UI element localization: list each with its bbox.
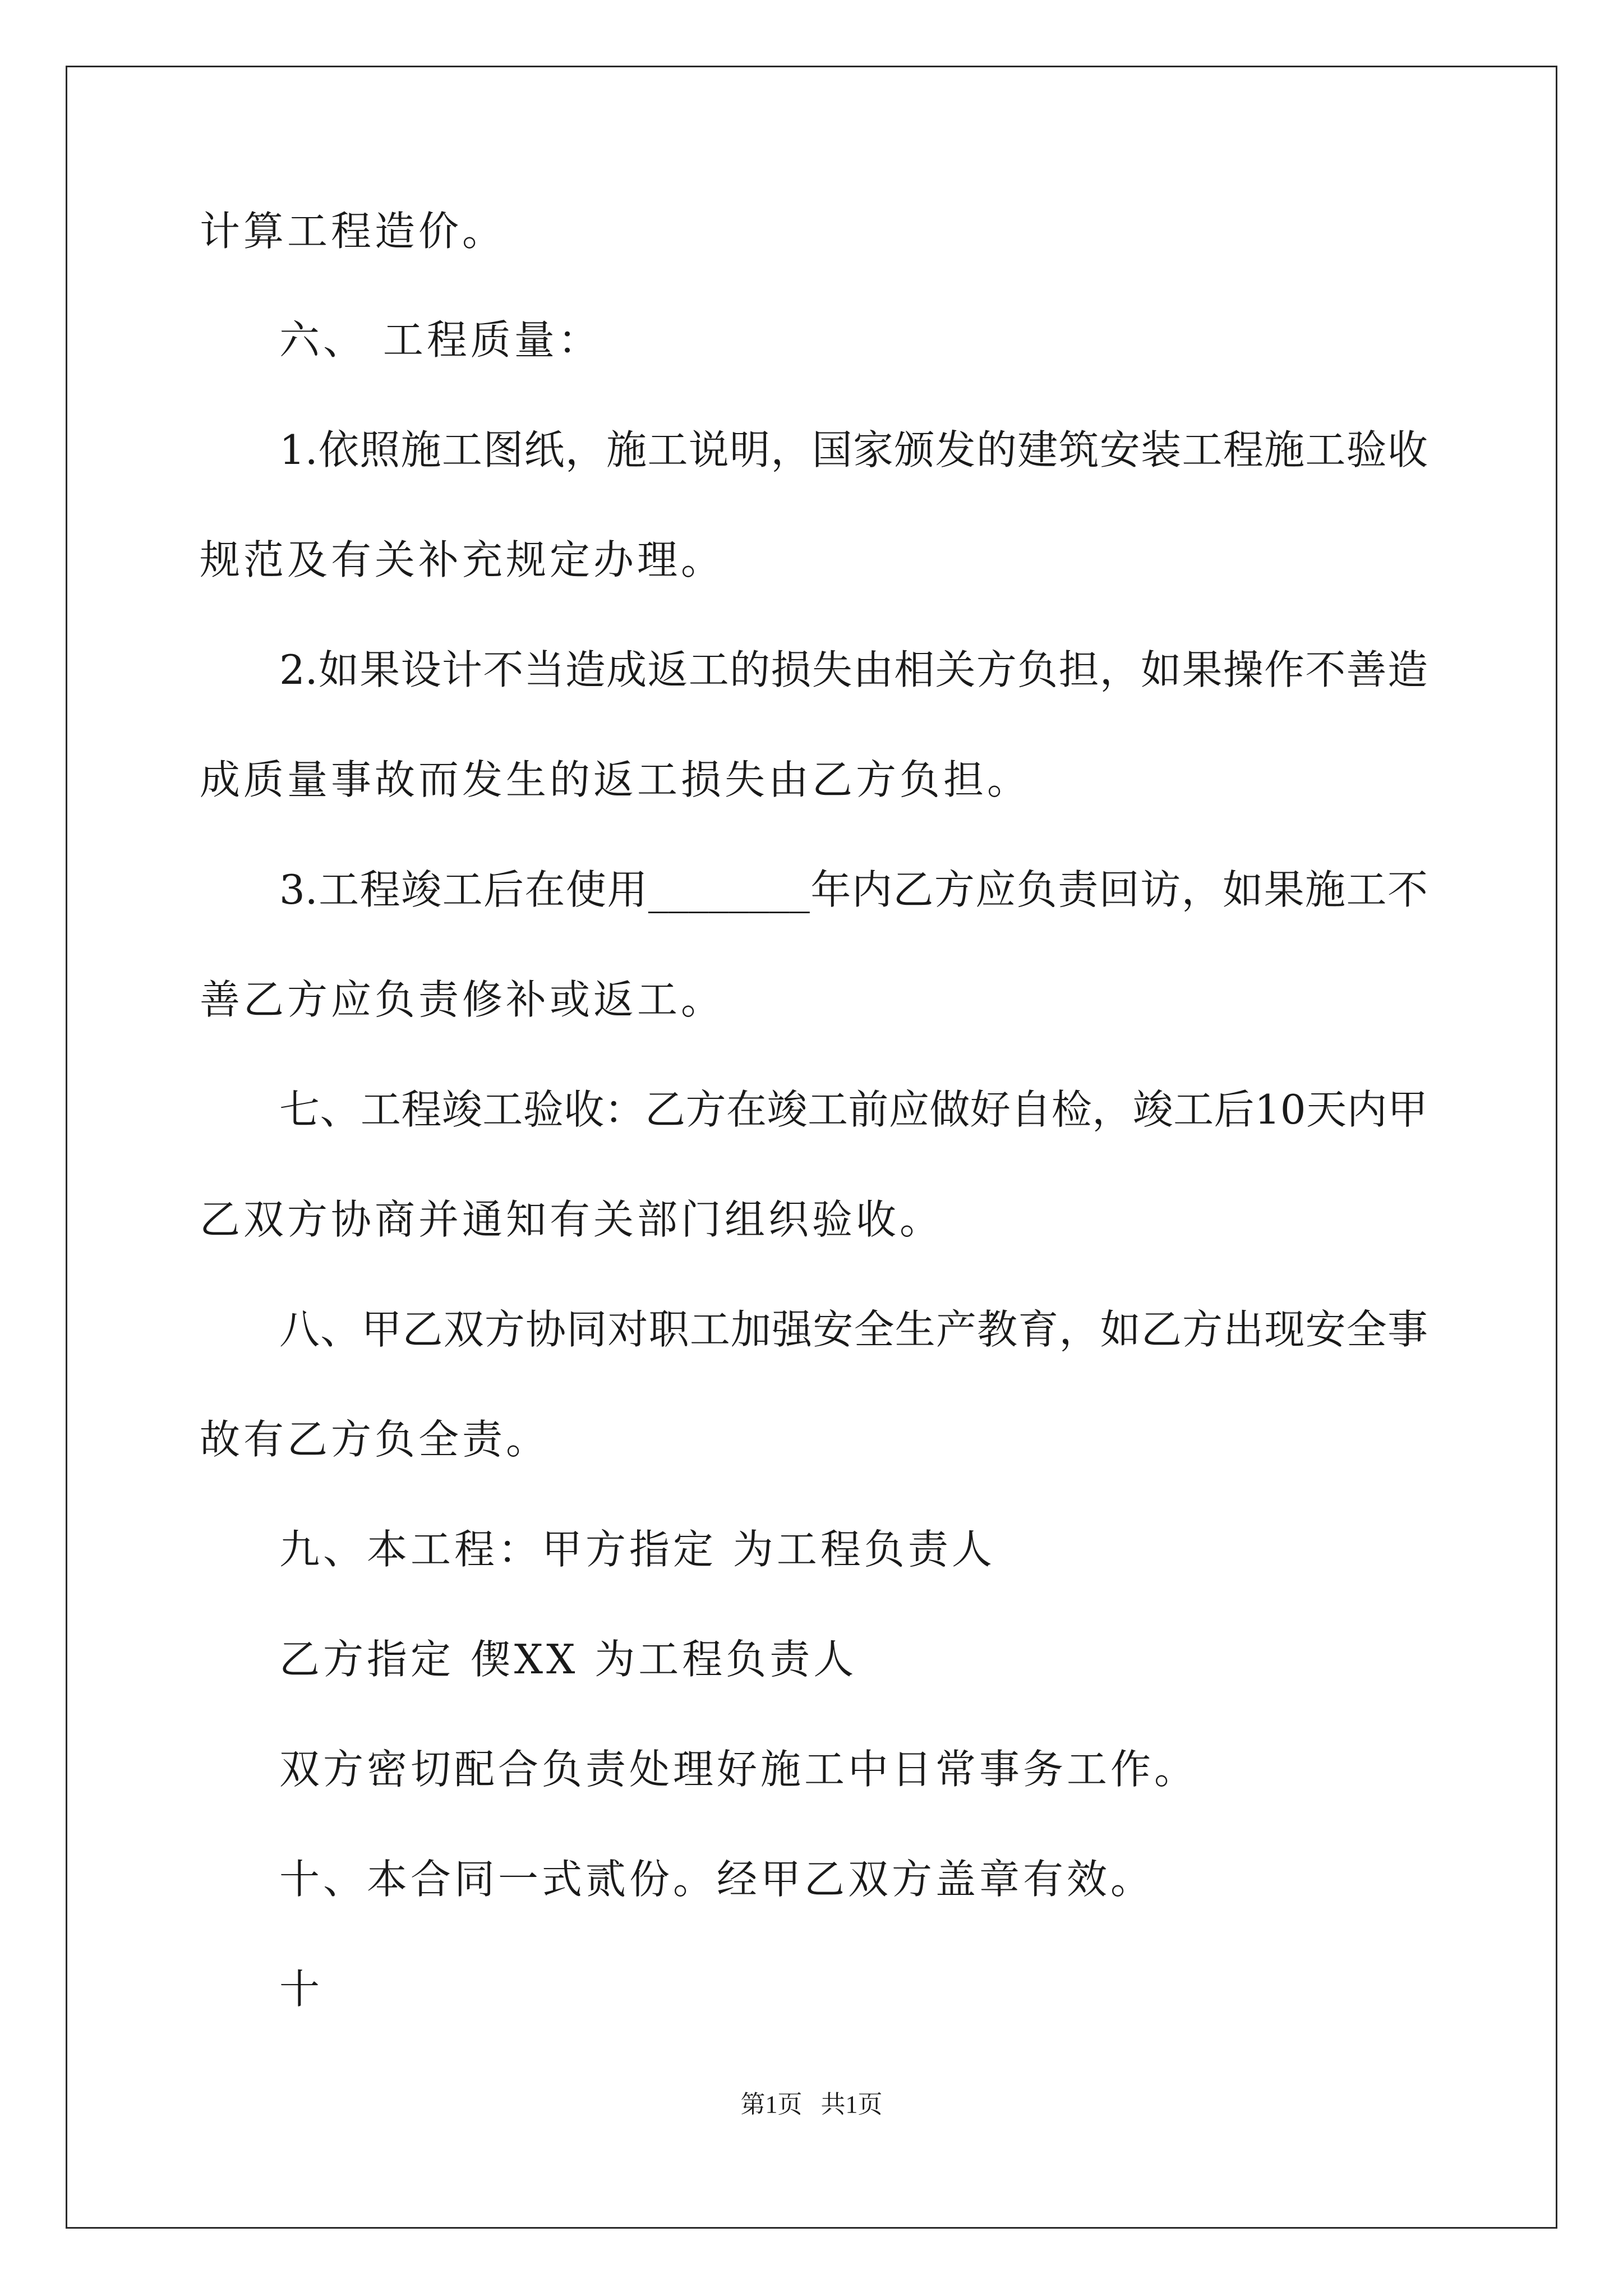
section-heading-10: 十、本合同一式贰份。经甲乙双方盖章有效。	[279, 1856, 1155, 1903]
text-line-5: 2.如果设计不当造成返工的损失由相关方负担，如果操作不善造	[279, 646, 1428, 693]
text-line-8: 善乙方应负责修补或返工。	[200, 976, 725, 1023]
text-line-14: 乙方指定 偰XX 为工程负责人	[279, 1636, 857, 1683]
section-heading-9: 九、本工程：甲方指定 为工程负责人	[279, 1526, 995, 1573]
page-number-footer: 第1页 共1页	[740, 2091, 883, 2118]
section-heading-6: 六、 工程质量：	[279, 316, 602, 364]
text-line-10: 乙双方协商并通知有关部门组织验收。	[200, 1196, 944, 1243]
text-line-6: 成质量事故而发生的返工损失由乙方负担。	[200, 756, 1031, 803]
text-line-7: 3.工程竣工后在使用________年内乙方应负责回访，如果施工不	[279, 866, 1428, 913]
text-line-12: 故有乙方负全责。	[200, 1416, 550, 1463]
text-line-4: 规范及有关补充规定办理。	[200, 536, 725, 583]
section-heading-7: 七、工程竣工验收：乙方在竣工前应做好自检，竣工后10天内甲	[279, 1086, 1428, 1133]
section-heading-8: 八、甲乙双方协同对职工加强安全生产教育，如乙方出现安全事	[279, 1306, 1428, 1353]
text-line-15: 双方密切配合负责处理好施工中日常事务工作。	[279, 1746, 1198, 1793]
section-heading-11: 十	[279, 1966, 324, 2013]
text-line-3: 1.依照施工图纸，施工说明，国家颁发的建筑安装工程施工验收	[279, 426, 1428, 473]
text-line-1: 计算工程造价。	[200, 208, 506, 255]
